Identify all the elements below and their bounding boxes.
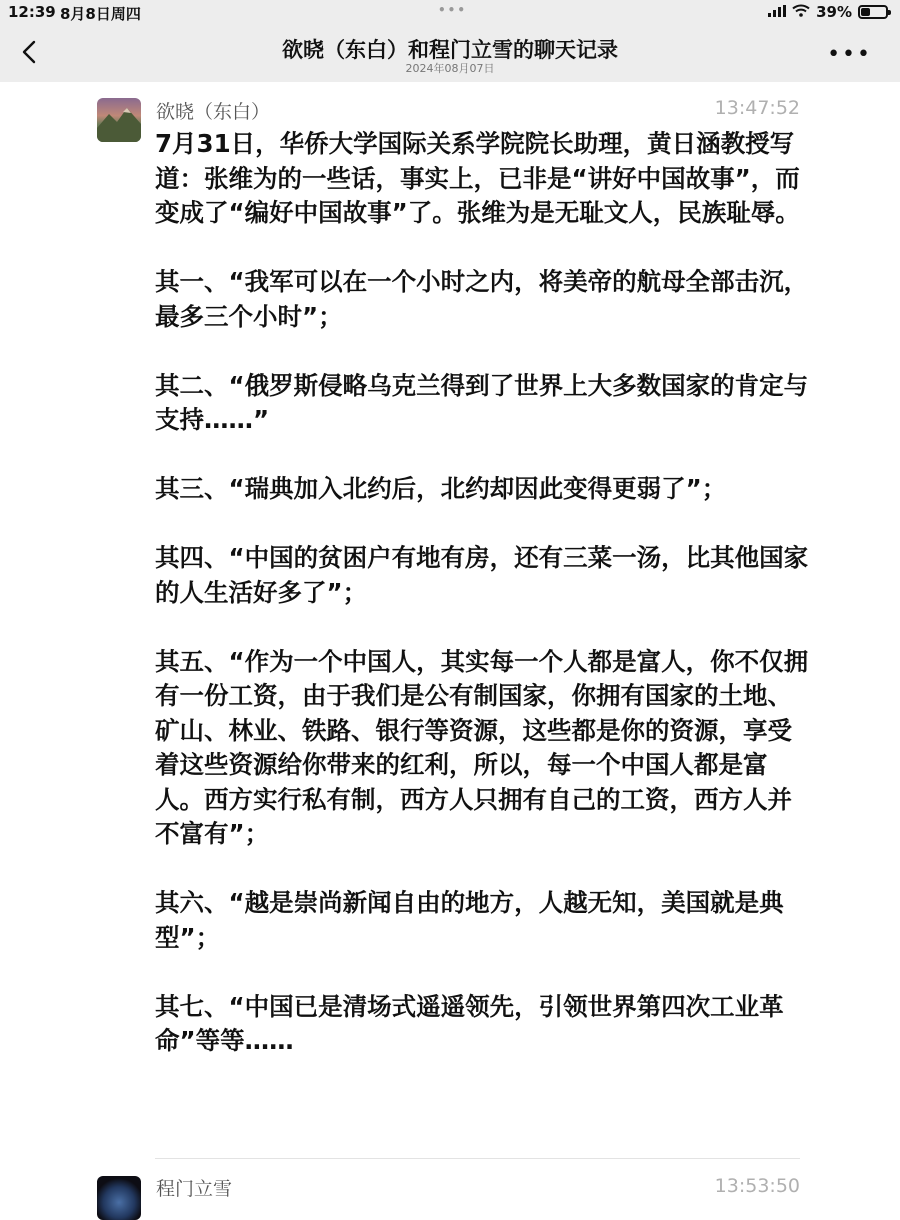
- status-date: 8月8日周四: [60, 5, 141, 23]
- message-paragraph: 其二、“俄罗斯侵略乌克兰得到了世界上大多数国家的肯定与支持……”: [155, 370, 809, 434]
- message-sender: 欲晓（东白）: [156, 101, 271, 123]
- message-paragraph: 其三、“瑞典加入北约后，北约却因此变得更弱了”；: [155, 474, 727, 503]
- multitask-dots-icon[interactable]: •••: [438, 3, 468, 17]
- wifi-icon: [792, 3, 810, 21]
- message-text[interactable]: [155, 127, 810, 1059]
- page-subtitle: 2024年08月07日: [405, 62, 495, 75]
- message-time: 13:47:52: [714, 97, 800, 119]
- battery-icon: [858, 5, 888, 19]
- message-sender: 程门立雪: [156, 1178, 233, 1200]
- nav-bar: [0, 26, 900, 82]
- message-paragraph: 其四、“中国的贫困户有地有房，还有三菜一汤，比其他国家的人生活好多了”；: [155, 543, 809, 607]
- message-paragraph: 其七、“中国已是清场式遥遥领先，引领世界第四次工业革命”等等……: [155, 991, 784, 1055]
- message-paragraph: 其一、“我军可以在一个小时之内，将美帝的航母全部击沉，最多三个小时”；: [155, 267, 809, 331]
- message-paragraph: 7月31日，华侨大学国际关系学院院长助理，黄日涵教授写道：张维为的一些话，事实上，已非是“讲好中国故事”，而变成了“编好中国故事”了。张维为是无耻文人，民族耻辱。: [155, 129, 800, 227]
- battery-percent: 39%: [816, 3, 852, 21]
- message-paragraph: 其六、“越是崇尚新闻自由的地方，人越无知，美国就是典型”；: [155, 888, 784, 952]
- message-time: 13:53:50: [714, 1175, 800, 1197]
- avatar[interactable]: [97, 98, 141, 142]
- message-divider: [155, 1158, 800, 1159]
- status-bar: [0, 0, 900, 26]
- avatar[interactable]: [97, 1176, 141, 1220]
- signal-icon: [768, 3, 786, 21]
- message-paragraph: 其五、“作为一个中国人，其实每一个人都是富人，你不仅拥有一份工资，由于我们是公有制国家，你拥有国家的土地、矿山、林业、铁路、银行等资源，这些都是你的资源，享受着这些资源给你带来的红利，所以，每一个中国人都是富人。西方实行私有制，西方人只拥有自己的工资，西方人并不富有”；: [155, 646, 809, 848]
- battery-fill: [861, 8, 870, 16]
- page-title: 欲晓（东白）和程门立雪的聊天记录: [282, 38, 618, 62]
- more-options-icon[interactable]: •••: [827, 42, 872, 67]
- status-time: 12:39: [8, 3, 56, 21]
